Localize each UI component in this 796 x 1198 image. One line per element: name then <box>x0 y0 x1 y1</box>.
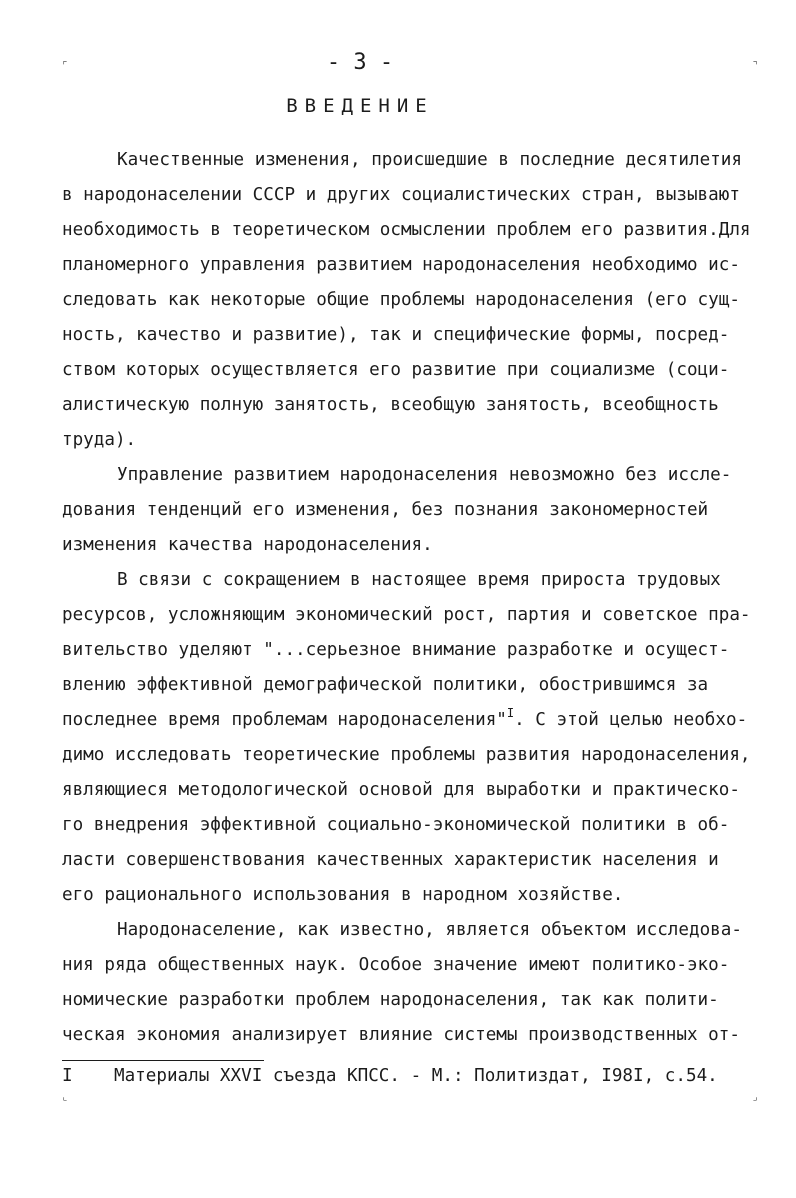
text-line: труда). <box>62 430 137 450</box>
text-line: В связи с сокращением в настоящее время прироста трудовых <box>117 570 721 590</box>
text-line: дования тенденций его изменения, без познания закономерностей <box>62 500 709 520</box>
text-segment: . С этой целью необхо- <box>514 710 748 730</box>
footnote-text: Материалы XXVI съезда КПСС. - М.: Политиздат, I98I, с.54. <box>114 1066 718 1086</box>
text-line: являющиеся методологической основой для выработки и практическо- <box>62 780 740 800</box>
corner-mark-bottom-left: ⌞ <box>62 1092 69 1103</box>
corner-mark-top-right: ⌝ <box>752 60 759 71</box>
text-line: алистическую полную занятость, всеобщую занятость, всеобщность <box>62 395 719 415</box>
text-line-with-footnote <box>62 706 748 730</box>
text-line: необходимость в теоретическом осмыслении проблем его развития.Для <box>62 220 751 240</box>
text-line: следовать как некоторые общие проблемы народонаселения (его сущ- <box>62 290 740 310</box>
text-line: ния ряда общественных наук. Особое значение имеют политико-эко- <box>62 955 730 975</box>
text-line: вительство уделяют "...серьезное внимание разработке и осущест- <box>62 640 730 660</box>
text-line: димо исследовать теоретические проблемы развития народонаселения, <box>62 745 751 765</box>
text-line: его рационального использования в народном хозяйстве. <box>62 885 624 905</box>
text-line: в народонаселении СССР и других социалистических стран, вызывают <box>62 185 740 205</box>
footnote-reference: I <box>506 706 515 720</box>
text-line: номические разработки проблем народонаселения, так как полити- <box>62 990 719 1010</box>
corner-mark-bottom-right: ⌟ <box>752 1092 759 1103</box>
text-line: Качественные изменения, происшедшие в последние десятилетия <box>117 150 742 170</box>
footnote-marker: I <box>62 1066 73 1086</box>
text-line: планомерного управления развитием народонаселения необходимо ис- <box>62 255 740 275</box>
footnote-divider <box>62 1060 264 1061</box>
text-line: го внедрения эффективной социально-экономической политики в об- <box>62 815 730 835</box>
text-line: изменения качества народонаселения. <box>62 535 433 555</box>
corner-mark-top-left: ⌜ <box>62 60 69 71</box>
text-line: ресурсов, усложняющим экономический рост, партия и советское пра- <box>62 605 751 625</box>
text-line: Управление развитием народонаселения невозможно без иссле- <box>117 465 732 485</box>
text-segment: последнее время проблемам народонаселения" <box>62 710 507 730</box>
text-line: ласти совершенствования качественных характеристик населения и <box>62 850 719 870</box>
text-line: ством которых осуществляется его развитие при социализме (соци- <box>62 360 730 380</box>
page-number: - 3 - <box>326 50 394 75</box>
text-line: ность, качество и развитие), так и специфические формы, посред- <box>62 325 730 345</box>
text-line: Народонаселение, как известно, является объектом исследова- <box>117 920 742 940</box>
text-line: ческая экономия анализирует влияние системы производственных от- <box>62 1025 740 1045</box>
page-title: ВВЕДЕНИЕ <box>286 95 434 117</box>
text-line: влению эффективной демографической политики, обострившимся за <box>62 675 709 695</box>
